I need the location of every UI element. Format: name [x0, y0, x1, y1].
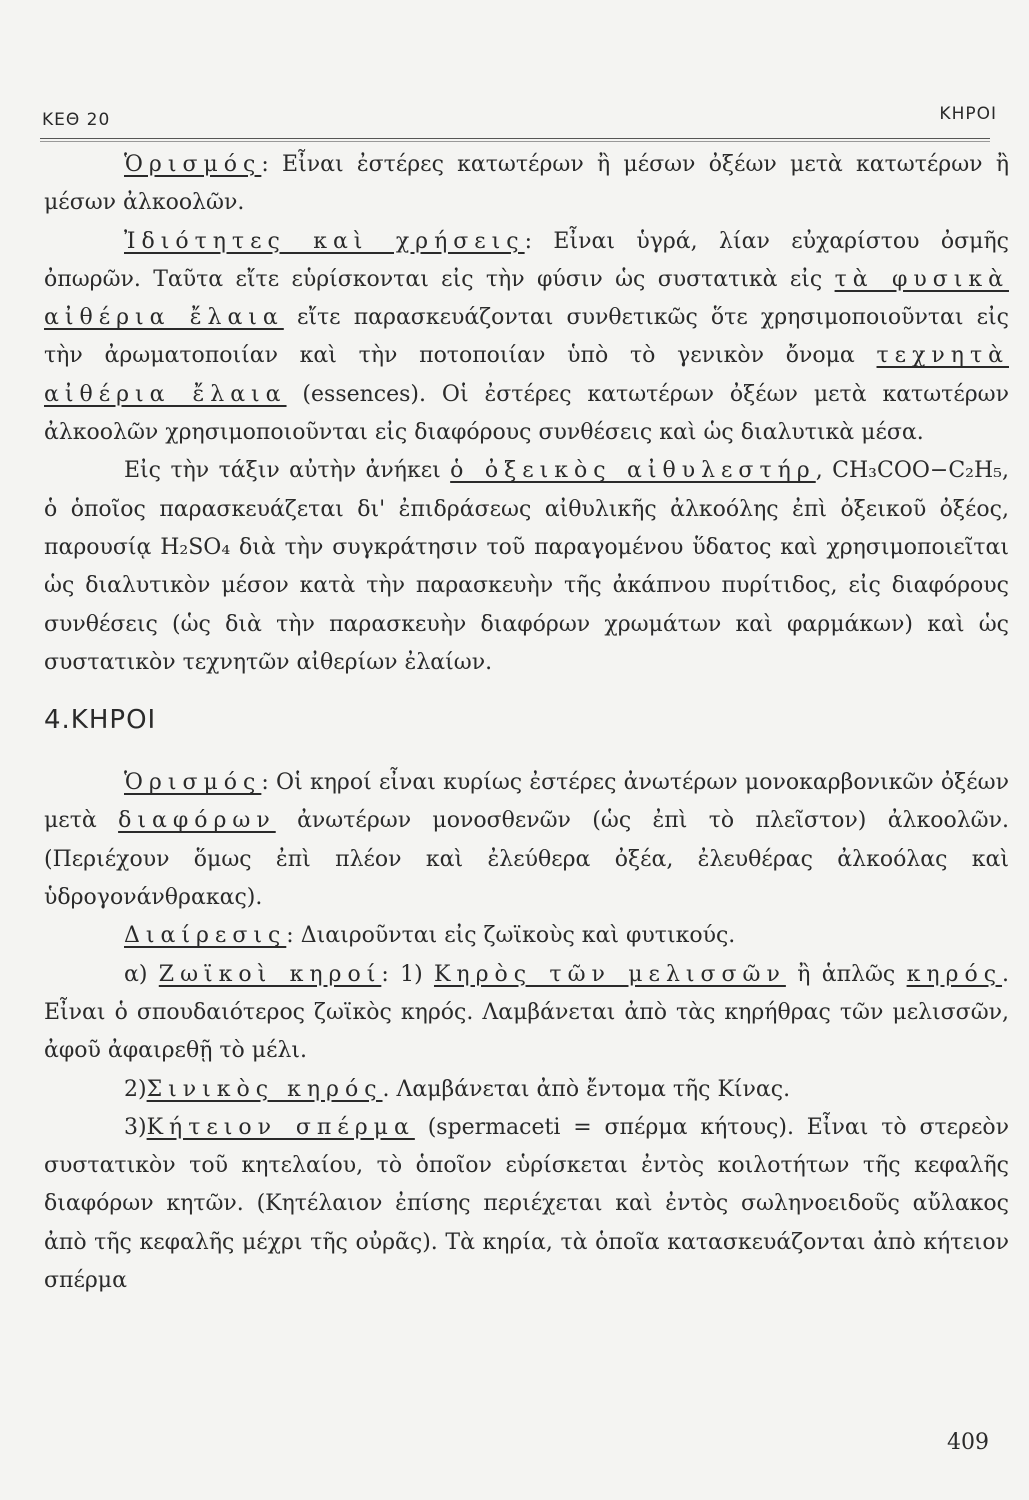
header-title: ΚΗΡΟΙ [939, 104, 997, 124]
term-animal-waxes: Ζωϊκοὶ κηροί [158, 961, 382, 987]
term-properties: Ἰδιότητες καὶ χρήσεις [124, 228, 525, 254]
properties-text-2: εἴτε παρασκευάζονται συνθετικῶς ὅτε χρησιμοποιοῦνται εἰς τὴν ἀρωματοποιίαν καὶ τὴν ποτοποιίαν ὑπὸ τὸ γενικὸν ὄνομα [44, 305, 1010, 369]
wax-definition-text-2: ἀνωτέρων μονοσθενῶν (ὡς ἐπὶ τὸ πλεῖστον) ἀλκοολῶν. (Περιέχουν ὅμως ἐπὶ πλέον καὶ ἐλεύθερα ὀξέα, ἐλευθέρας ἀλκοόλας καὶ ὑδρογονάνθρακας). [44, 808, 1009, 911]
division-text: : Διαιροῦνται εἰς ζωϊκοὺς καὶ φυτικούς. [286, 923, 736, 949]
paragraph-spermaceti [44, 1109, 1009, 1300]
paragraph-division [44, 917, 1009, 955]
term-chinese-wax: Σινικὸς κηρός [146, 1076, 383, 1102]
paragraph-animal-waxes [44, 956, 1009, 1071]
animal-waxes-text-1: : 1) [381, 961, 434, 987]
header-rule [40, 138, 990, 139]
term-definition: Ὁρισμός [124, 152, 262, 177]
chinese-wax-lead: 2) [124, 1076, 147, 1102]
paragraph-ethyl-acetate [44, 452, 1009, 682]
spermaceti-lead: 3) [124, 1114, 147, 1140]
wax-definition-text-1: : Οἱ κηροί εἶναι κυρίως ἐστέρες ἀνωτέρων μονοκαρβονικῶν ὀξέων μετὰ [44, 770, 1009, 834]
section-heading: 4.ΚΗΡΟΙ [44, 705, 157, 736]
animal-waxes-lead: α) [124, 961, 159, 987]
term-natural-oils: τὰ φυσικὰ αἰθέρια ἔλαια [44, 266, 1009, 331]
ethyl-acetate-text-1: Εἰς τὴν τάξιν αὐτὴν ἀνήκει [124, 458, 451, 484]
page-number: 409 [947, 1430, 989, 1455]
properties-text-3: (essences). Οἱ ἐστέρες κατωτέρων ὀξέων μετὰ κατωτέρων ἀλκοολῶν χρησιμοποιοῦνται εἰς διαφόρους συνθέσεις καὶ ὡς διαλυτικὰ μέσα. [44, 381, 1009, 446]
chinese-wax-text: . Λαμβάνεται ἀπὸ ἔντομα τῆς Κίνας. [382, 1076, 791, 1102]
term-various: διαφόρων [118, 808, 276, 834]
term-beeswax: Κηρὸς τῶν μελισσῶν [433, 961, 786, 987]
paragraph-chinese-wax [44, 1071, 1009, 1109]
animal-waxes-text-3: . Εἶναι ὁ σπουδαιότερος ζωϊκὸς κηρός. Λαμβάνεται ἀπὸ τὰς κηρήθρας τῶν μελισσῶν, ἀφοῦ ἀφαιρεθῇ τὸ μέλι. [44, 961, 1010, 1064]
definition-text: : Εἶναι ἐστέρες κατωτέρων ἢ μέσων ὀξέων μετὰ κατωτέρων ἢ μέσων ἀλκοολῶν. [44, 152, 1009, 216]
body-text [44, 146, 1009, 1300]
animal-waxes-text-2: ἢ ἁπλῶς [785, 961, 907, 987]
properties-text-1: : Εἶναι ὑγρά, λίαν εὐχαρίστου ὀσμῆς ὀπωρῶν. Ταῦτα εἴτε εὑρίσκονται εἰς τὴν φύσιν ὡς συστατικὰ εἰς [44, 228, 1009, 292]
term-wax-definition: Ὁρισμός [124, 770, 262, 796]
term-division: Διαίρεσις [124, 923, 287, 949]
ethyl-acetate-text-2: , CH₃COO−C₂H₅, ὁ ὁποῖος παρασκευάζεται δι' ἐπιδράσεως αἰθυλικῆς ἀλκοόλης ἐπὶ ὀξεικοῦ ὀξέος, παρουσίᾳ H₂SO₄ διὰ τὴν συγκράτησιν τοῦ παραγομένου ὕδατος καὶ χρησιμοποιεῖται ὡς διαλυτικὸν μέσον κατὰ τὴν παρασκευὴν τῆς ἀκάπνου πυρίτιδος, εἰς διαφόρους συνθέσεις (ὡς διὰ τὴν παρασκευὴν διαφόρων χρωμάτων καὶ φαρμάκων) καὶ ὡς συστατικὸν τεχνητῶν αἰθερίων ἐλαίων. [44, 458, 1009, 675]
header-code: ΚΕΘ 20 [42, 110, 111, 130]
term-wax: κηρός [906, 961, 1003, 987]
spermaceti-text: (spermaceti = σπέρμα κήτους). Εἶναι τὸ στερεὸν συστατικὸν τοῦ κητελαίου, τὸ ὁποῖον εὑρίσκεται ἐντὸς κοιλοτήτων τῆς κεφαλῆς διαφόρων κητῶν. (Κητέλαιον ἐπίσης περιέχεται καὶ ἐντὸς σωληνοειδοῦς αὔλακος ἀπὸ τῆς κεφαλῆς μέχρι τῆς οὐρᾶς). Τὰ κηρία, τὰ ὁποῖα κατασκευάζονται ἀπὸ κήτειον σπέρμα [44, 1114, 1009, 1294]
term-artificial-oils: τεχνητὰ αἰθέρια ἔλαια [44, 343, 1009, 407]
paragraph-properties [44, 223, 1009, 453]
paragraph-definition [44, 146, 1009, 223]
term-ethyl-acetate: ὁ ὀξεικὸς αἰθυλεστήρ [450, 458, 816, 484]
paragraph-wax-definition [44, 764, 1009, 917]
term-spermaceti: Κήτειον σπέρμα [146, 1114, 415, 1140]
header-rule-secondary [40, 141, 990, 142]
